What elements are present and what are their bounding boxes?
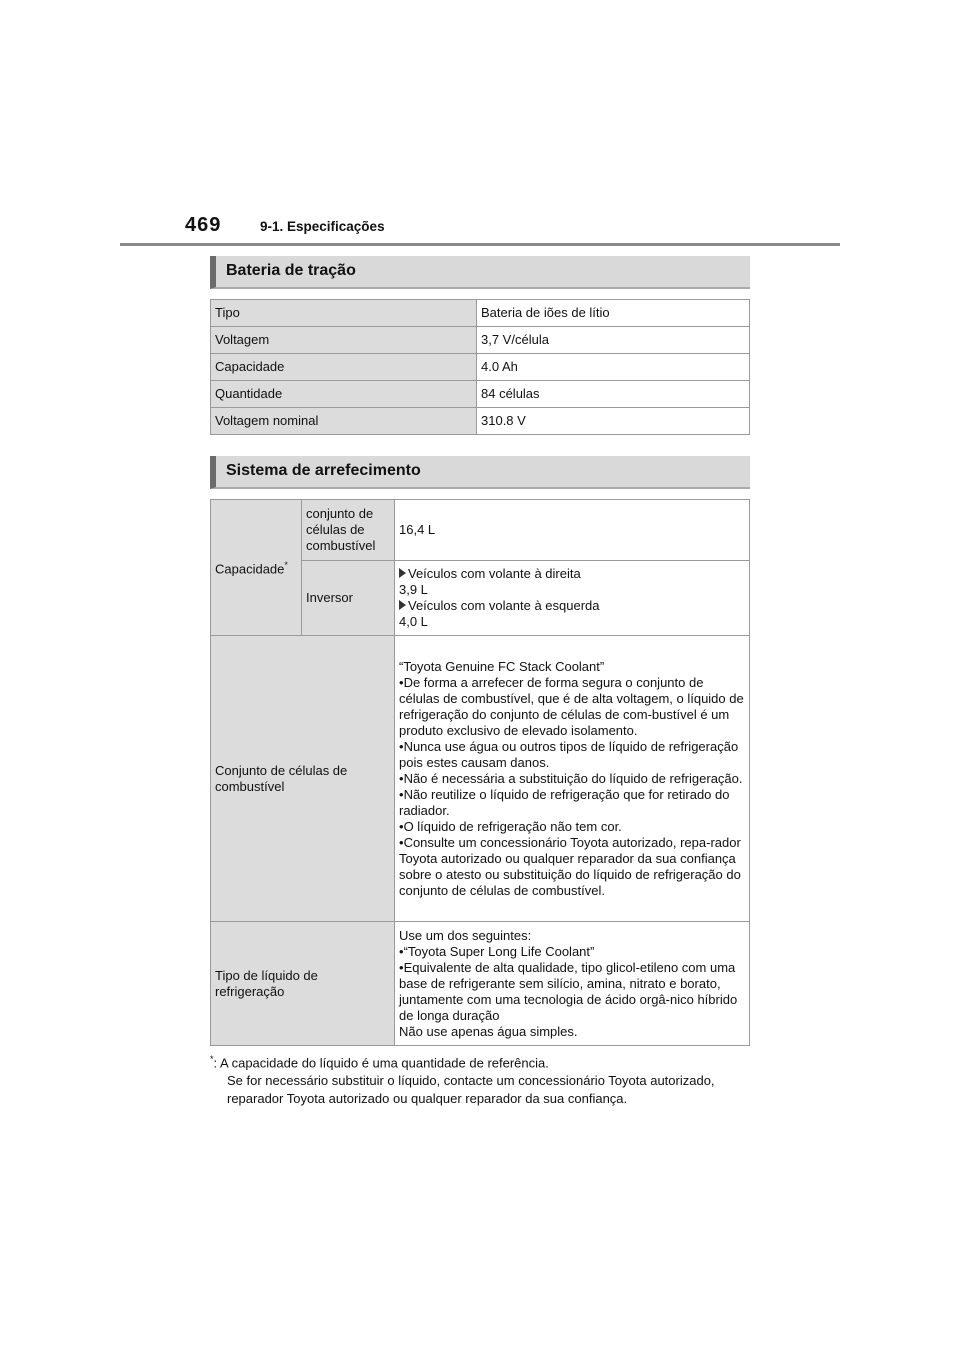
list-item bbox=[399, 819, 745, 835]
table-row bbox=[211, 408, 750, 435]
coolant-intro: Use um dos seguintes: bbox=[399, 927, 532, 943]
stack-coolant-value-cell bbox=[395, 636, 750, 922]
footnote-text-1: : A capacidade do líquido é uma quantidade de referência. bbox=[213, 1055, 549, 1071]
battery-value-type: Bateria de iões de lítio bbox=[477, 300, 750, 327]
inverter-label: Inversor bbox=[302, 561, 395, 636]
stack-coolant-label: Conjunto de células de combustível bbox=[211, 636, 395, 922]
list-item bbox=[399, 944, 745, 960]
list-item-text: Equivalente de alta qualidade, tipo glicol-etileno com uma base de refrigerante sem silício, amina, nitrato e borato, juntamente com uma tecnologia de ácido orgâ-nico híbrido de longa duração bbox=[399, 959, 738, 1023]
inverter-right-label: Veículos com volante à direita bbox=[408, 566, 581, 581]
page-number: 469 bbox=[185, 214, 222, 236]
battery-label-voltage: Voltagem bbox=[211, 327, 477, 354]
list-item-text: Consulte um concessionário Toyota autorizado, repa-rador Toyota autorizado ou qualquer reparador da sua confiança sobre o atesto ou substituição do líquido de refrigeração do conjunto de células de combustível. bbox=[399, 834, 741, 898]
capacity-footnote-mark: * bbox=[284, 560, 288, 571]
list-item bbox=[399, 960, 745, 1024]
footnote-line-1 bbox=[210, 1050, 770, 1072]
list-item-text: Nunca use água ou outros tipos de líquido de refrigeração pois estes causam danos. bbox=[399, 738, 739, 770]
list-item-text: Não é necessária a substituição do líquido de refrigeração. bbox=[403, 770, 743, 786]
battery-value-nominal-voltage: 310.8 V bbox=[477, 408, 750, 435]
table-row bbox=[211, 354, 750, 381]
table-row bbox=[211, 636, 750, 922]
list-item bbox=[399, 771, 745, 787]
list-item-text: Não reutilize o líquido de refrigeração que for retirado do radiador. bbox=[399, 786, 730, 818]
battery-label-nominal-voltage: Voltagem nominal bbox=[211, 408, 477, 435]
fuel-cell-stack-value: 16,4 L bbox=[395, 500, 750, 561]
list-item-text: De forma a arrefecer de forma segura o conjunto de células de combustível, que é de alta voltagem, o líquido de refrigeração do conjunto de células de com-bustível é um produto exclusivo de elevado isolamento. bbox=[399, 674, 744, 738]
header-rule bbox=[120, 243, 840, 246]
list-item bbox=[399, 787, 745, 819]
battery-section-title: Bateria de tração bbox=[226, 262, 356, 279]
cooling-spec-table bbox=[210, 499, 750, 1046]
list-item bbox=[399, 835, 745, 899]
table-row bbox=[211, 327, 750, 354]
footnote-line-2: Se for necessário substituir o líquido, contacte um concessionário Toyota autorizado, reparador Toyota autorizado ou qualquer reparador da sua confiança. bbox=[227, 1073, 715, 1107]
battery-section-heading bbox=[210, 256, 750, 289]
cooling-section-heading bbox=[210, 456, 750, 489]
battery-value-quantity: 84 células bbox=[477, 381, 750, 408]
battery-value-voltage: 3,7 V/célula bbox=[477, 327, 750, 354]
list-item bbox=[399, 598, 745, 614]
arrow-right-icon bbox=[399, 600, 406, 610]
list-item bbox=[399, 739, 745, 771]
table-row bbox=[211, 300, 750, 327]
section-title: 9-1. Especificações bbox=[260, 219, 385, 234]
list-item bbox=[399, 675, 745, 739]
capacity-label-cell bbox=[211, 500, 302, 636]
inverter-left-value: 4,0 L bbox=[399, 614, 428, 629]
battery-label-type: Tipo bbox=[211, 300, 477, 327]
battery-spec-table bbox=[210, 299, 750, 435]
footnote bbox=[210, 1050, 770, 1108]
battery-label-capacity: Capacidade bbox=[211, 354, 477, 381]
coolant-type-value-cell bbox=[395, 922, 750, 1046]
coolant-note: Não use apenas água simples. bbox=[399, 1023, 578, 1039]
footnote-mark: * bbox=[210, 1054, 214, 1064]
table-row bbox=[211, 381, 750, 408]
stack-coolant-intro: “Toyota Genuine FC Stack Coolant” bbox=[399, 658, 605, 674]
coolant-type-label: Tipo de líquido de refrigeração bbox=[211, 922, 395, 1046]
table-row bbox=[211, 922, 750, 1046]
battery-label-quantity: Quantidade bbox=[211, 381, 477, 408]
capacity-label: Capacidade bbox=[215, 561, 285, 577]
table-row bbox=[211, 500, 750, 561]
cooling-section-title: Sistema de arrefecimento bbox=[226, 462, 421, 479]
battery-value-capacity: 4.0 Ah bbox=[477, 354, 750, 381]
inverter-value-cell bbox=[395, 561, 750, 636]
inverter-left-label: Veículos com volante à esquerda bbox=[408, 598, 600, 613]
list-item bbox=[399, 566, 745, 582]
fuel-cell-stack-label: conjunto de células de combustível bbox=[302, 500, 395, 561]
arrow-right-icon bbox=[399, 568, 406, 578]
list-item-text: O líquido de refrigeração não tem cor. bbox=[403, 818, 622, 834]
inverter-right-value: 3,9 L bbox=[399, 582, 428, 597]
list-item-text: “Toyota Super Long Life Coolant” bbox=[403, 943, 595, 959]
